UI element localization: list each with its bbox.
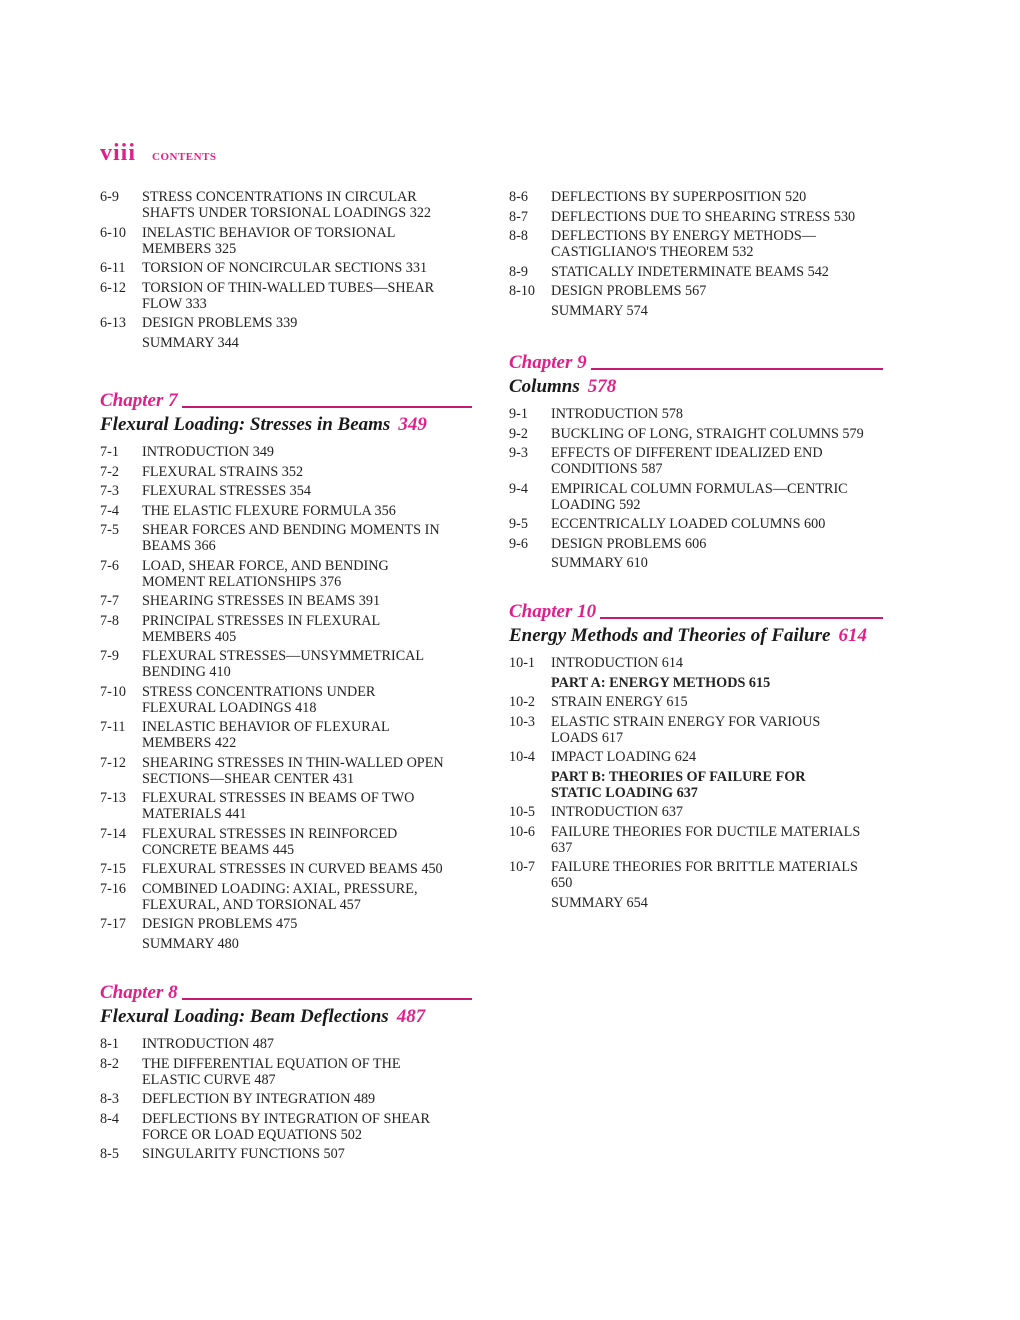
toc-entry[interactable]: 7-5 SHEAR FORCES AND BENDING MOMENTS IN BEAMS 366: [100, 522, 440, 554]
toc-entry[interactable]: 6-12 TORSION OF THIN-WALLED TUBES—SHEAR FLOW 333: [100, 279, 435, 312]
toc-entry[interactable]: 7-3 FLEXURAL STRESSES 354: [100, 483, 311, 499]
toc-entry[interactable]: 9-4 EMPIRICAL COLUMN FORMULAS—CENTRIC LOADING 592: [509, 480, 848, 513]
chapter10-summary[interactable]: SUMMARY 654: [551, 894, 648, 911]
chapter7-section: [100, 390, 472, 955]
part-b-heading[interactable]: PART B: THEORIES OF FAILURE FOR STATIC LOADING 637: [551, 768, 806, 801]
toc-entry[interactable]: 7-2 FLEXURAL STRAINS 352: [100, 463, 304, 480]
toc-entry[interactable]: 8-9 STATICALLY INDETERMINATE BEAMS 542: [509, 263, 829, 280]
toc-entry[interactable]: 6-11 TORSION OF NONCIRCULAR SECTIONS 331: [100, 260, 428, 276]
toc-entry[interactable]: 10-7 FAILURE THEORIES FOR BRITTLE MATERIALS 650: [509, 859, 858, 891]
toc-entry[interactable]: 7-15 FLEXURAL STRESSES IN CURVED BEAMS 450: [100, 861, 443, 877]
toc-entry[interactable]: 8-7 DEFLECTIONS DUE TO SHEARING STRESS 530: [509, 208, 856, 225]
part-a-heading[interactable]: PART A: ENERGY METHODS 615: [551, 674, 771, 691]
toc-entry[interactable]: 6-9 STRESS CONCENTRATIONS IN CIRCULAR SHAFTS UNDER TORSIONAL LOADINGS 322: [100, 189, 432, 221]
toc-entry[interactable]: 9-3 EFFECTS OF DIFFERENT IDEALIZED END CONDITIONS 587: [509, 445, 823, 477]
toc-entry[interactable]: 7-13 FLEXURAL STRESSES IN BEAMS OF TWO MATERIALS 441: [100, 790, 415, 822]
chapter-rule: [182, 998, 472, 1000]
chapter10-label: Chapter 10: [509, 601, 883, 623]
toc-entry[interactable]: 7-12 SHEARING STRESSES IN THIN-WALLED OPEN SECTIONS—SHEAR CENTER 431: [100, 754, 444, 787]
toc-entry[interactable]: 8-6 DEFLECTIONS BY SUPERPOSITION 520: [509, 189, 807, 205]
toc-entry[interactable]: 7-4 THE ELASTIC FLEXURE FORMULA 356: [100, 502, 396, 519]
toc-entry[interactable]: 10-1 INTRODUCTION 614: [509, 655, 684, 671]
toc-entry[interactable]: 10-6 FAILURE THEORIES FOR DUCTILE MATERIALS 637: [509, 823, 861, 856]
chapter8-section: [100, 982, 472, 1166]
toc-entry[interactable]: 7-7 SHEARING STRESSES IN BEAMS 391: [100, 593, 381, 609]
chapter10-section: [509, 601, 883, 914]
page-number: viii: [100, 140, 137, 166]
toc-entry[interactable]: 8-8 DEFLECTIONS BY ENERGY METHODS—CASTIGLIANO'S THEOREM 532: [509, 228, 816, 260]
toc-entry[interactable]: 6-13 DESIGN PROBLEMS 339: [100, 315, 298, 331]
toc-entry[interactable]: 8-5 SINGULARITY FUNCTIONS 507: [100, 1146, 345, 1162]
toc-entry[interactable]: 7-14 FLEXURAL STRESSES IN REINFORCED CONCRETE BEAMS 445: [100, 825, 398, 858]
toc-entry[interactable]: 9-5 ECCENTRICALLY LOADED COLUMNS 600: [509, 516, 826, 532]
chapter9-section: [509, 352, 883, 575]
toc-entry[interactable]: 7-16 COMBINED LOADING: AXIAL, PRESSURE, FLEXURAL, AND TORSIONAL 457: [100, 880, 418, 913]
page-header: [100, 140, 217, 167]
chapter8-label: Chapter 8: [100, 982, 472, 1004]
toc-entry[interactable]: 10-5 INTRODUCTION 637: [509, 804, 684, 820]
chapter6-summary[interactable]: SUMMARY 344: [142, 334, 239, 351]
chapter8-summary[interactable]: SUMMARY 574: [551, 302, 648, 319]
chapter10-title[interactable]: Energy Methods and Theories of Failure 614: [509, 625, 867, 646]
toc-entry[interactable]: 7-1 INTRODUCTION 349: [100, 444, 275, 460]
toc-entry[interactable]: 9-1 INTRODUCTION 578: [509, 406, 684, 422]
toc-entry[interactable]: 10-2 STRAIN ENERGY 615: [509, 694, 688, 710]
chapter9-summary[interactable]: SUMMARY 610: [551, 555, 648, 571]
toc-entry[interactable]: 6-10 INELASTIC BEHAVIOR OF TORSIONAL MEMBERS 325: [100, 224, 395, 257]
chapter6-tail: [100, 189, 450, 354]
chapter9-label: Chapter 9: [509, 352, 883, 374]
toc-entry[interactable]: 8-1 INTRODUCTION 487: [100, 1036, 275, 1052]
chapter9-title[interactable]: Columns 578: [509, 376, 617, 397]
chapter-rule: [600, 617, 883, 619]
toc-entry[interactable]: 7-10 STRESS CONCENTRATIONS UNDER FLEXURAL LOADINGS 418: [100, 683, 376, 716]
chapter-rule: [182, 406, 472, 408]
toc-entry[interactable]: 7-11 INELASTIC BEHAVIOR OF FLEXURAL MEMBERS 422: [100, 719, 390, 751]
chapter8-continued: [509, 189, 889, 322]
toc-entry[interactable]: 8-3 DEFLECTION BY INTEGRATION 489: [100, 1091, 376, 1107]
header-label: CONTENTS: [152, 151, 217, 163]
toc-entry[interactable]: 8-2 THE DIFFERENTIAL EQUATION OF THE ELASTIC CURVE 487: [100, 1055, 401, 1088]
chapter7-label: Chapter 7: [100, 390, 472, 412]
chapter-rule: [591, 368, 883, 370]
toc-entry[interactable]: 7-9 FLEXURAL STRESSES—UNSYMMETRICAL BENDING 410: [100, 648, 424, 680]
toc-entry[interactable]: 7-6 LOAD, SHEAR FORCE, AND BENDING MOMENT RELATIONSHIPS 376: [100, 557, 389, 590]
chapter7-summary[interactable]: SUMMARY 480: [142, 935, 239, 952]
toc-entry[interactable]: 10-4 IMPACT LOADING 624: [509, 749, 697, 765]
toc-entry[interactable]: 8-10 DESIGN PROBLEMS 567: [509, 283, 707, 299]
toc-entry[interactable]: 10-3 ELASTIC STRAIN ENERGY FOR VARIOUS LOADS 617: [509, 713, 821, 746]
toc-entry[interactable]: 9-6 DESIGN PROBLEMS 606: [509, 535, 707, 552]
toc-entry[interactable]: 7-8 PRINCIPAL STRESSES IN FLEXURAL MEMBERS 405: [100, 612, 380, 645]
toc-entry[interactable]: 8-4 DEFLECTIONS BY INTEGRATION OF SHEAR FORCE OR LOAD EQUATIONS 502: [100, 1110, 430, 1143]
chapter7-title[interactable]: Flexural Loading: Stresses in Beams 349: [100, 414, 427, 435]
toc-entry[interactable]: 9-2 BUCKLING OF LONG, STRAIGHT COLUMNS 579: [509, 425, 864, 442]
toc-entry[interactable]: 7-17 DESIGN PROBLEMS 475: [100, 916, 298, 932]
chapter8-title[interactable]: Flexural Loading: Beam Deflections 487: [100, 1006, 426, 1027]
